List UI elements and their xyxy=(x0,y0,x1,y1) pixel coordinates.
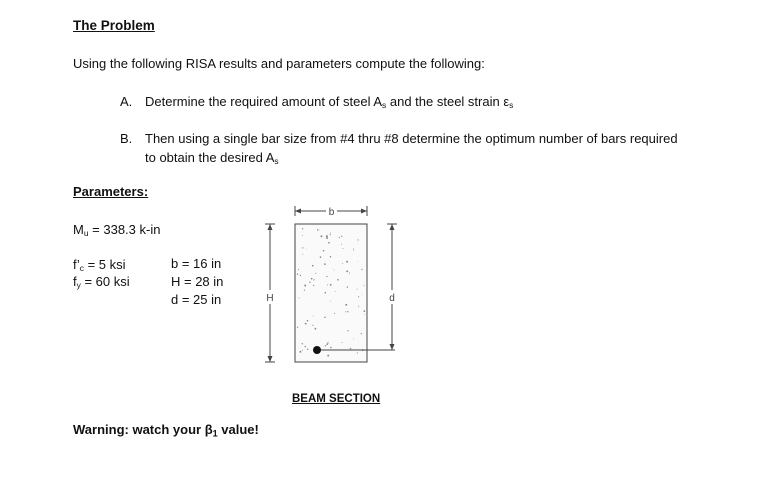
page-title: The Problem xyxy=(73,18,155,33)
aggregate-speck xyxy=(306,248,307,249)
param-fc xyxy=(73,257,126,273)
aggregate-speck xyxy=(324,263,326,265)
aggregate-speck xyxy=(334,313,335,314)
aggregate-speck xyxy=(315,273,316,274)
aggregate-speck xyxy=(330,234,331,235)
aggregate-speck xyxy=(326,276,327,277)
aggregate-speck xyxy=(328,242,330,244)
aggregate-speck xyxy=(345,311,346,312)
aggregate-speck xyxy=(320,256,322,258)
item-a-sub-2: s xyxy=(509,100,514,111)
aggregate-speck xyxy=(350,348,351,349)
aggregate-speck xyxy=(299,351,301,353)
h-label: H xyxy=(266,293,274,304)
item-a-text-2: and the steel strain ε xyxy=(386,94,510,109)
warning-after: value! xyxy=(217,422,259,437)
aggregate-speck xyxy=(343,248,344,249)
mu-symbol: M xyxy=(73,222,84,237)
aggregate-speck xyxy=(345,304,347,306)
aggregate-speck xyxy=(358,261,359,262)
aggregate-speck xyxy=(346,270,348,272)
aggregate-speck xyxy=(353,339,354,340)
b-arrow-left xyxy=(295,209,301,214)
b-label: b xyxy=(328,207,335,218)
d-arrow-top xyxy=(390,224,395,230)
aggregate-speck xyxy=(334,270,335,271)
aggregate-speck xyxy=(330,347,332,349)
aggregate-speck xyxy=(330,233,331,234)
aggregate-speck xyxy=(302,235,303,236)
aggregate-speck xyxy=(302,350,303,351)
aggregate-speck xyxy=(364,314,365,315)
beam-section-diagram xyxy=(255,200,415,385)
aggregate-speck xyxy=(326,237,328,239)
aggregate-speck xyxy=(302,247,303,248)
aggregate-speck xyxy=(313,316,314,317)
item-b-line2-text: to obtain the desired A xyxy=(145,150,275,165)
aggregate-speck xyxy=(297,273,298,274)
aggregate-speck xyxy=(347,311,348,312)
parameters-heading: Parameters: xyxy=(73,184,149,199)
h-arrow-bottom xyxy=(268,356,273,362)
aggregate-speck xyxy=(326,343,328,345)
aggregate-speck xyxy=(361,333,362,334)
fy-sub: y xyxy=(76,280,81,291)
item-a xyxy=(120,94,513,110)
aggregate-speck xyxy=(319,229,320,230)
aggregate-speck xyxy=(313,279,314,280)
param-mu xyxy=(73,222,160,238)
item-b-line1: Then using a single bar size from #4 thru #8 determine the optimum number of bars required xyxy=(145,131,678,146)
mu-value: = 338.3 k-in xyxy=(88,222,161,237)
aggregate-speck xyxy=(315,328,317,330)
item-b xyxy=(120,131,678,146)
aggregate-speck xyxy=(349,273,350,274)
warning-sub: 1 xyxy=(212,428,218,439)
aggregate-speck xyxy=(317,229,318,230)
aggregate-speck xyxy=(330,256,331,257)
aggregate-speck xyxy=(325,292,327,294)
aggregate-speck xyxy=(330,284,332,286)
aggregate-speck xyxy=(307,320,309,322)
aggregate-speck xyxy=(304,290,305,291)
fy-value: = 60 ksi xyxy=(80,274,130,289)
fy-symbol: f xyxy=(73,274,77,289)
aggregate-speck xyxy=(330,301,331,302)
aggregate-speck xyxy=(312,325,313,326)
aggregate-speck xyxy=(347,330,348,331)
aggregate-speck xyxy=(327,342,328,343)
aggregate-speck xyxy=(303,254,304,255)
aggregate-speck xyxy=(304,285,306,287)
aggregate-speck xyxy=(320,235,322,237)
item-b-line2 xyxy=(145,150,279,166)
aggregate-speck xyxy=(335,291,336,292)
aggregate-speck xyxy=(353,249,354,250)
aggregate-speck xyxy=(358,296,359,297)
b-arrow-right xyxy=(361,209,367,214)
aggregate-speck xyxy=(342,263,343,264)
aggregate-speck xyxy=(300,275,301,276)
d-label: d xyxy=(389,293,395,304)
aggregate-speck xyxy=(297,327,298,328)
intro-text: Using the following RISA results and parameters compute the following: xyxy=(73,56,485,71)
aggregate-speck xyxy=(341,342,342,343)
aggregate-speck xyxy=(302,228,303,229)
aggregate-speck xyxy=(357,289,358,290)
aggregate-speck xyxy=(347,286,348,287)
rebar xyxy=(313,346,321,354)
aggregate-speck xyxy=(313,285,314,286)
item-b-label: B. xyxy=(120,131,133,146)
aggregate-speck xyxy=(302,343,303,344)
param-fy xyxy=(73,274,130,290)
aggregate-speck xyxy=(298,269,299,270)
aggregate-speck xyxy=(326,235,328,237)
mu-sub: u xyxy=(83,228,89,239)
aggregate-speck xyxy=(353,248,354,249)
aggregate-speck xyxy=(358,239,359,240)
item-a-text-1: Determine the required amount of steel A xyxy=(145,94,383,109)
aggregate-speck xyxy=(357,352,358,353)
item-a-text xyxy=(145,94,513,109)
h-arrow-top xyxy=(268,224,273,230)
aggregate-speck xyxy=(299,297,300,298)
concrete-section xyxy=(295,224,367,362)
aggregate-speck xyxy=(323,250,325,252)
aggregate-speck xyxy=(363,310,365,312)
aggregate-speck xyxy=(341,236,342,237)
warning-before: Warning: watch your β xyxy=(73,422,213,437)
aggregate-speck xyxy=(325,345,326,346)
aggregate-speck xyxy=(341,244,342,245)
d-arrow-bottom xyxy=(390,344,395,350)
aggregate-speck xyxy=(337,279,339,281)
aggregate-speck xyxy=(364,285,365,286)
fc-sub: c xyxy=(79,263,84,274)
item-b-line2-sub: s xyxy=(274,156,279,167)
item-a-sub-1: s xyxy=(382,100,387,111)
aggregate-speck xyxy=(324,316,326,318)
aggregate-speck xyxy=(346,261,348,263)
aggregate-speck xyxy=(304,346,306,348)
aggregate-speck xyxy=(327,284,328,285)
warning-text xyxy=(73,422,259,438)
aggregate-speck xyxy=(305,323,307,325)
aggregate-speck xyxy=(327,355,329,357)
beam-section-label: BEAM SECTION xyxy=(292,393,381,405)
aggregate-speck xyxy=(358,306,359,307)
aggregate-speck xyxy=(362,295,363,296)
fc-symbol: f’ xyxy=(73,257,80,272)
fc-value: = 5 ksi xyxy=(83,257,126,272)
aggregate-speck xyxy=(309,282,310,283)
param-b: b = 16 in xyxy=(171,256,222,271)
param-h: H = 28 in xyxy=(171,274,224,289)
aggregate-speck xyxy=(312,265,314,267)
aggregate-speck xyxy=(333,268,334,269)
aggregate-speck xyxy=(339,237,340,238)
aggregate-speck xyxy=(312,278,313,279)
item-a-label: A. xyxy=(120,94,133,109)
aggregate-speck xyxy=(361,269,362,270)
param-d: d = 25 in xyxy=(171,292,222,307)
aggregate-speck xyxy=(307,349,308,350)
